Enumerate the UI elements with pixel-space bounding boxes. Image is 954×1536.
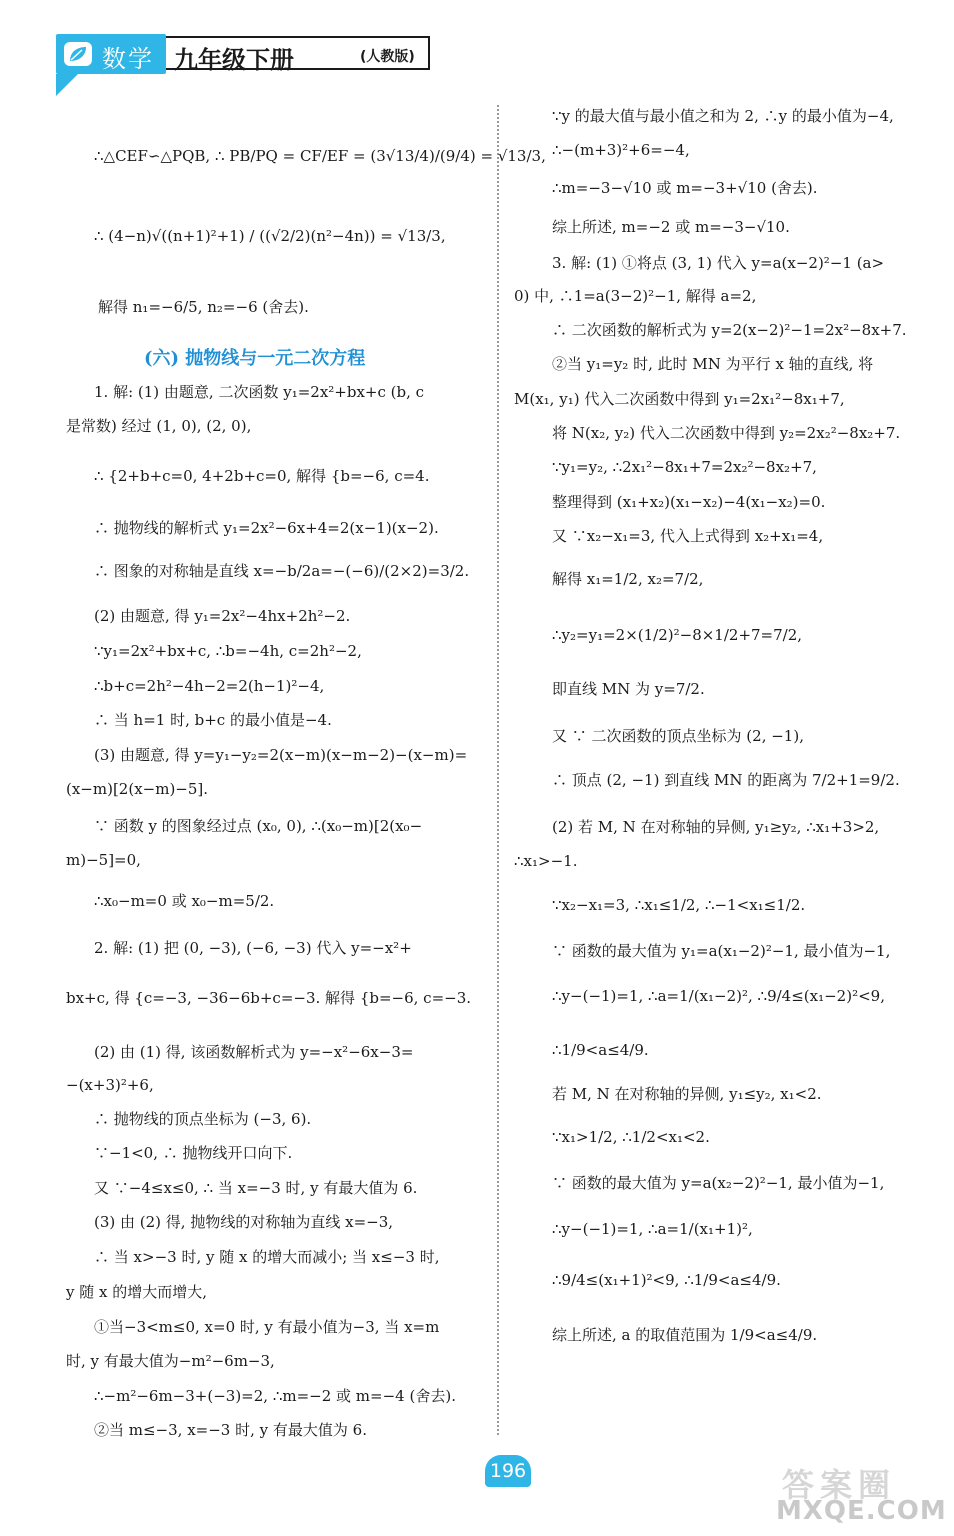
text-line: (2) 由题意, 得 y₁=2x²−4hx+2h²−2. [94, 607, 351, 625]
text-line: ∴y−(−1)=1, ∴a=1/(x₁−2)², ∴9/4≤(x₁−2)²<9, [552, 987, 885, 1005]
text-line: ∴ 当 x>−3 时, y 随 x 的增大而减小; 当 x≤−3 时, [94, 1248, 440, 1266]
text-line: 1. 解: (1) 由题意, 二次函数 y₁=2x²+bx+c (b, c [94, 383, 425, 401]
watermark-logo [768, 1460, 947, 1532]
column-divider [497, 105, 499, 1435]
text-line: (2) 若 M, N 在对称轴的异侧, y₁≥y₂, ∴x₁+3>2, [552, 818, 880, 836]
text-line: 又 ∵ 二次函数的顶点坐标为 (2, −1), [552, 727, 804, 745]
text-line: 2. 解: (1) 把 (0, −3), (−6, −3) 代入 y=−x²+ [94, 939, 412, 957]
text-line: (2) 由 (1) 得, 该函数解析式为 y=−x²−6x−3= [94, 1043, 414, 1061]
text-line: ∵x₂−x₁=3, ∴x₁≤1/2, ∴−1<x₁≤1/2. [552, 896, 806, 914]
text-line: 是常数) 经过 (1, 0), (2, 0), [66, 417, 252, 435]
text-line: 即直线 MN 为 y=7/2. [552, 680, 705, 698]
text-line: ∴ 抛物线的顶点坐标为 (−3, 6). [94, 1110, 312, 1128]
text-line: M(x₁, y₁) 代入二次函数中得到 y₁=2x₁²−8x₁+7, [514, 390, 845, 408]
text-line: ∵x₁>1/2, ∴1/2<x₁<2. [552, 1128, 710, 1146]
page-number: 196 [485, 1455, 531, 1487]
text-line: (x−m)[2(x−m)−5]. [66, 780, 209, 798]
text-line: ∴ 二次函数的解析式为 y=2(x−2)²−1=2x²−8x+7. [552, 321, 907, 339]
text-line: ∴1/9<a≤4/9. [552, 1041, 649, 1059]
text-line: ∵ 函数的最大值为 y₁=a(x₁−2)²−1, 最小值为−1, [552, 942, 891, 960]
text-line: ∵y₁=y₂, ∴2x₁²−8x₁+7=2x₂²−8x₂+7, [552, 458, 817, 476]
text-line: (3) 由 (2) 得, 抛物线的对称轴为直线 x=−3, [94, 1213, 394, 1231]
text-line: ①当−3<m≤0, x=0 时, y 有最小值为−3, 当 x=m [94, 1318, 440, 1336]
subject-tab [56, 34, 166, 74]
text-line: ∴ (4−n)√((n+1)²+1) / ((√2/2)(n²−4n)) = √13/3, [94, 227, 446, 245]
text-line: (3) 由题意, 得 y=y₁−y₂=2(x−m)(x−m−2)−(x−m)= [94, 746, 468, 764]
text-line: 又 ∵−4≤x≤0, ∴ 当 x=−3 时, y 有最大值为 6. [94, 1179, 418, 1197]
text-line: ∴ {2+b+c=0, 4+2b+c=0, 解得 {b=−6, c=4. [94, 467, 430, 485]
grade-box [166, 36, 430, 74]
text-line: ∴m=−3−√10 或 m=−3+√10 (舍去). [552, 179, 818, 197]
text-line: ②当 y₁=y₂ 时, 此时 MN 为平行 x 轴的直线, 将 [552, 355, 874, 373]
edition-label: (人教版) [360, 49, 415, 65]
text-line: ∵y 的最大值与最小值之和为 2, ∴y 的最小值为−4, [552, 107, 894, 125]
text-line: ∴y−(−1)=1, ∴a=1/(x₁+1)², [552, 1220, 753, 1238]
text-line: ∴ 抛物线的解析式 y₁=2x²−6x+4=2(x−1)(x−2). [94, 519, 439, 537]
text-line: ∴ 图象的对称轴是直线 x=−b/2a=−(−6)/(2×2)=3/2. [94, 562, 470, 580]
section-title: (六) 抛物线与一元二次方程 [144, 348, 366, 369]
text-line: 综上所述, a 的取值范围为 1/9<a≤4/9. [552, 1326, 818, 1344]
text-line: 综上所述, m=−2 或 m=−3−√10. [552, 218, 790, 236]
text-line: ∴y₂=y₁=2×(1/2)²−8×1/2+7=7/2, [552, 626, 803, 644]
text-line: ∵ 函数 y 的图象经过点 (x₀, 0), ∴(x₀−m)[2(x₀− [94, 817, 423, 835]
text-line: bx+c, 得 {c=−3, −36−6b+c=−3. 解得 {b=−6, c=−3. [66, 989, 472, 1007]
text-line: ∴−(m+3)²+6=−4, [552, 141, 690, 159]
text-line: 将 N(x₂, y₂) 代入二次函数中得到 y₂=2x₂²−8x₂+7. [552, 424, 901, 442]
subject-label: 数学 [102, 45, 154, 73]
watermark-url: MXQE.COM [776, 1496, 947, 1526]
text-line: −(x+3)²+6, [66, 1076, 154, 1094]
text-line: ∴△CEF∽△PQB, ∴ PB/PQ = CF/EF = (3√13/4)/(9/4) = √13/3, [94, 147, 546, 165]
text-line: ∴−m²−6m−3+(−3)=2, ∴m=−2 或 m=−4 (舍去). [94, 1387, 456, 1405]
text-line: ②当 m≤−3, x=−3 时, y 有最大值为 6. [94, 1421, 367, 1439]
header-corner [56, 74, 78, 96]
text-line: ∴ 当 h=1 时, b+c 的最小值是−4. [94, 711, 332, 729]
watermark-title: 答案圈 [782, 1466, 897, 1504]
text-line: 解得 n₁=−6/5, n₂=−6 (舍去). [98, 298, 309, 316]
text-line: 时, y 有最大值为−m²−6m−3, [66, 1352, 275, 1370]
text-line: 整理得到 (x₁+x₂)(x₁−x₂)−4(x₁−x₂)=0. [552, 493, 826, 511]
text-line: 0) 中, ∴1=a(3−2)²−1, 解得 a=2, [514, 287, 757, 305]
text-line: ∴x₁>−1. [514, 852, 578, 870]
text-line: 解得 x₁=1/2, x₂=7/2, [552, 570, 704, 588]
text-line: 若 M, N 在对称轴的异侧, y₁≤y₂, x₁<2. [552, 1085, 822, 1103]
text-line: ∴b+c=2h²−4h−2=2(h−1)²−4, [94, 677, 325, 695]
text-line: 又 ∵x₂−x₁=3, 代入上式得到 x₂+x₁=4, [552, 527, 824, 545]
text-line: ∴9/4≤(x₁+1)²<9, ∴1/9<a≤4/9. [552, 1271, 781, 1289]
text-line: ∵ 函数的最大值为 y=a(x₂−2)²−1, 最小值为−1, [552, 1174, 885, 1192]
text-line: ∵y₁=2x²+bx+c, ∴b=−4h, c=2h²−2, [94, 642, 362, 660]
text-line: m)−5]=0, [66, 851, 141, 869]
text-line: ∴ 顶点 (2, −1) 到直线 MN 的距离为 7/2+1=9/2. [552, 771, 900, 789]
text-line: ∴x₀−m=0 或 x₀−m=5/2. [94, 892, 275, 910]
text-line: ∵−1<0, ∴ 抛物线开口向下. [94, 1144, 293, 1162]
text-line: y 随 x 的增大而增大, [66, 1283, 208, 1301]
text-line: 3. 解: (1) ①将点 (3, 1) 代入 y=a(x−2)²−1 (a> [552, 254, 885, 272]
leaf-icon [64, 42, 92, 66]
grade-label: 九年级下册 [174, 45, 294, 74]
